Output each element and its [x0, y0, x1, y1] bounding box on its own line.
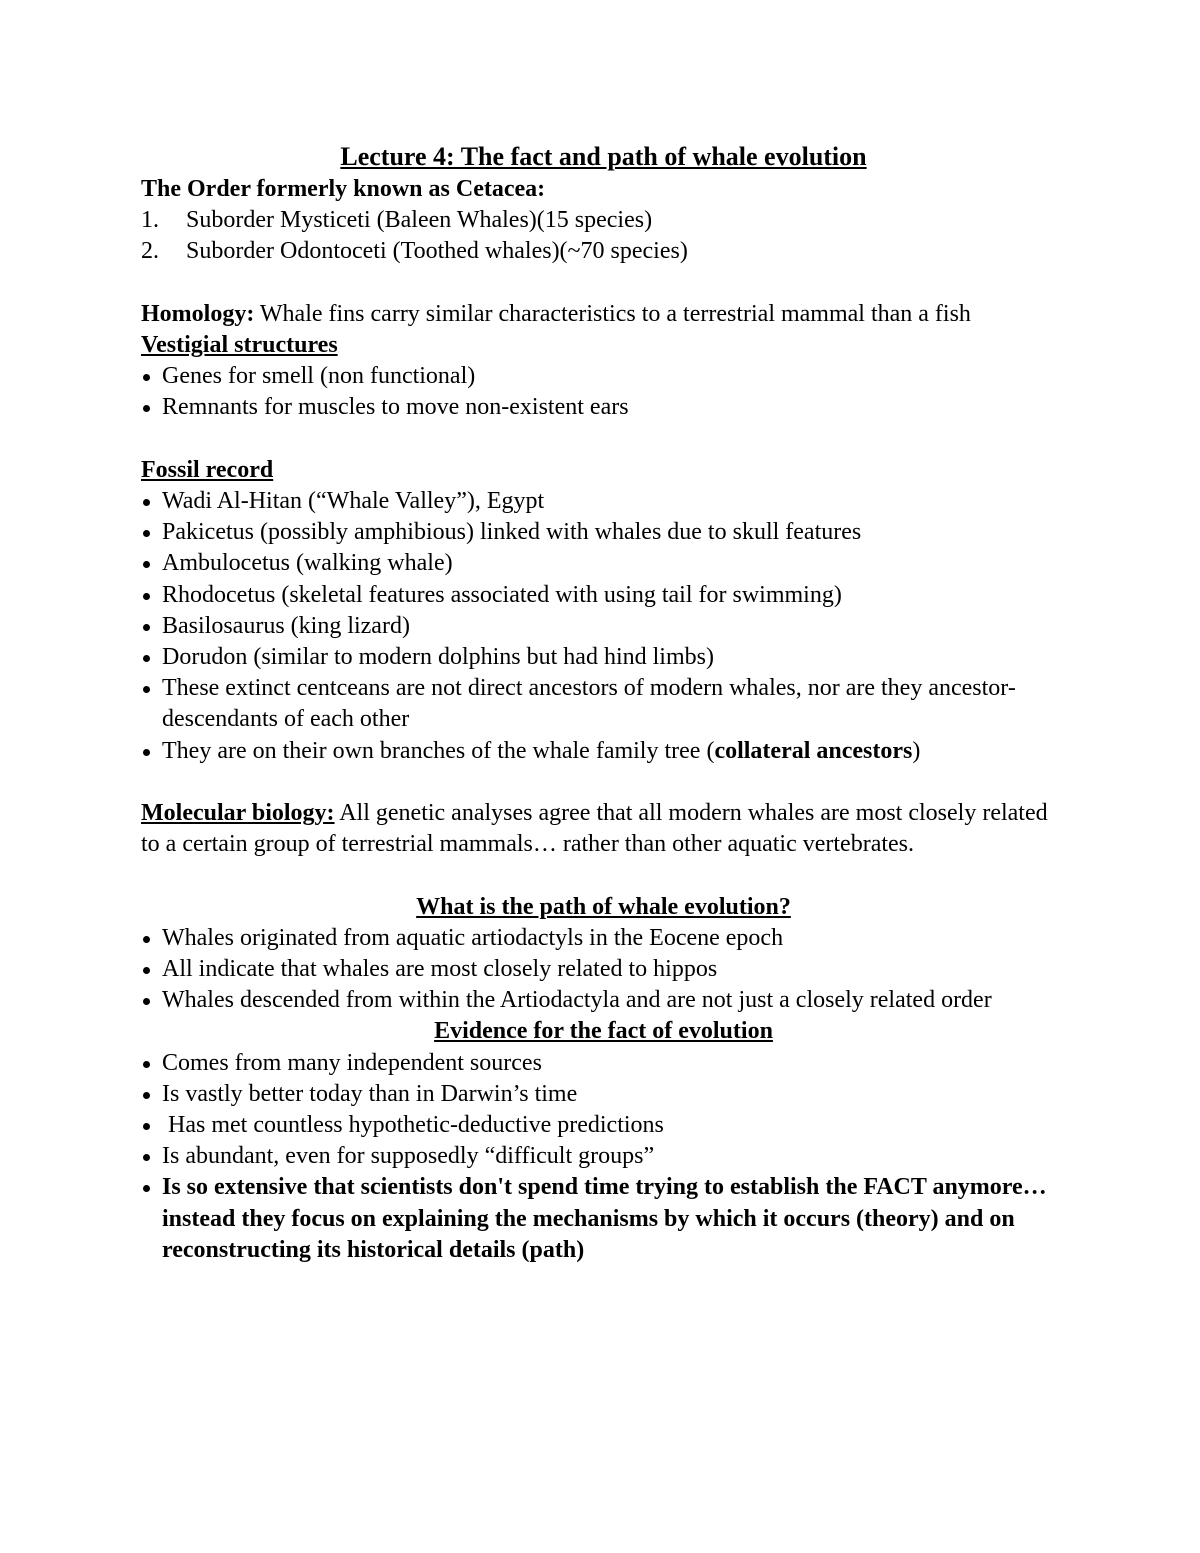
vestigial-list — [141, 361, 1066, 423]
list-item: Pakicetus (possibly amphibious) linked with whales due to skull features — [141, 517, 1066, 548]
list-item — [141, 205, 1066, 236]
list-item: Ambulocetus (walking whale) — [141, 548, 1066, 579]
molecular-label: Molecular biology: — [141, 800, 335, 827]
list-item: Whales originated from aquatic artiodactyls in the Eocene epoch — [141, 923, 1066, 954]
spacer — [141, 767, 1066, 798]
fossil-list — [141, 486, 1066, 767]
homology-paragraph — [141, 299, 1066, 330]
evidence-heading: Evidence for the fact of evolution — [434, 1018, 773, 1045]
path-heading: What is the path of whale evolution? — [416, 893, 791, 920]
list-item-text: They are on their own branches of the whale family tree ( — [162, 737, 715, 764]
list-item-text: Suborder Odontoceti (Toothed whales)(~70 species) — [186, 238, 688, 265]
spacer — [141, 424, 1066, 455]
molecular-text: All genetic analyses agree that all modern whales are most closely related to a certain group of terrestrial mammals… rather than other aquatic vertebrates. — [141, 800, 1048, 858]
list-item: Is so extensive that scientists don't spend time trying to establish the FACT anymore…instead they focus on explaining the mechanisms by which it occurs (theory) and on reconstructing its historical details (path) — [141, 1172, 1066, 1266]
list-item-text: Suborder Mysticeti (Baleen Whales)(15 species) — [186, 207, 653, 234]
order-heading: The Order formerly known as Cetacea: — [141, 176, 546, 202]
spacer — [141, 860, 1066, 891]
list-item: Dorudon (similar to modern dolphins but had hind limbs) — [141, 642, 1066, 673]
list-item: Is abundant, even for supposedly “difficult groups” — [141, 1141, 1066, 1172]
homology-label: Homology: — [141, 300, 255, 327]
list-item-text: ) — [912, 737, 921, 764]
list-item: Genes for smell (non functional) — [141, 361, 1066, 392]
suborder-list — [141, 205, 1066, 267]
path-list — [141, 923, 1066, 1017]
evidence-list — [141, 1048, 1066, 1266]
vestigial-heading: Vestigial structures — [141, 332, 338, 358]
list-item: These extinct centceans are not direct ancestors of modern whales, nor are they ancestor-descendants of each other — [141, 673, 1066, 735]
list-item: Comes from many independent sources — [141, 1048, 1066, 1079]
list-item: Whales descended from within the Artiodactyla and are not just a closely related order — [141, 985, 1066, 1016]
page-title: Lecture 4: The fact and path of whale evolution — [340, 142, 867, 171]
list-item: All indicate that whales are most closely related to hippos — [141, 954, 1066, 985]
list-item: Basilosaurus (king lizard) — [141, 611, 1066, 642]
list-item: Rhodocetus (skeletal features associated with using tail for swimming) — [141, 580, 1066, 611]
list-item: Has met countless hypothetic-deductive predictions — [141, 1110, 1066, 1141]
list-item: Remnants for muscles to move non-existent ears — [141, 392, 1066, 423]
collateral-ancestors-term: collateral ancestors — [714, 737, 913, 764]
molecular-paragraph — [141, 798, 1066, 860]
list-number: 1. — [141, 207, 159, 234]
document-page — [141, 140, 1066, 1266]
list-item — [141, 736, 1066, 767]
list-item: Is vastly better today than in Darwin’s time — [141, 1079, 1066, 1110]
homology-text: Whale fins carry similar characteristics to a terrestrial mammal than a fish — [254, 300, 971, 327]
list-item: Wadi Al-Hitan (“Whale Valley”), Egypt — [141, 486, 1066, 517]
list-number: 2. — [141, 238, 159, 265]
fossil-heading: Fossil record — [141, 456, 274, 483]
list-item — [141, 236, 1066, 267]
spacer — [141, 268, 1066, 299]
